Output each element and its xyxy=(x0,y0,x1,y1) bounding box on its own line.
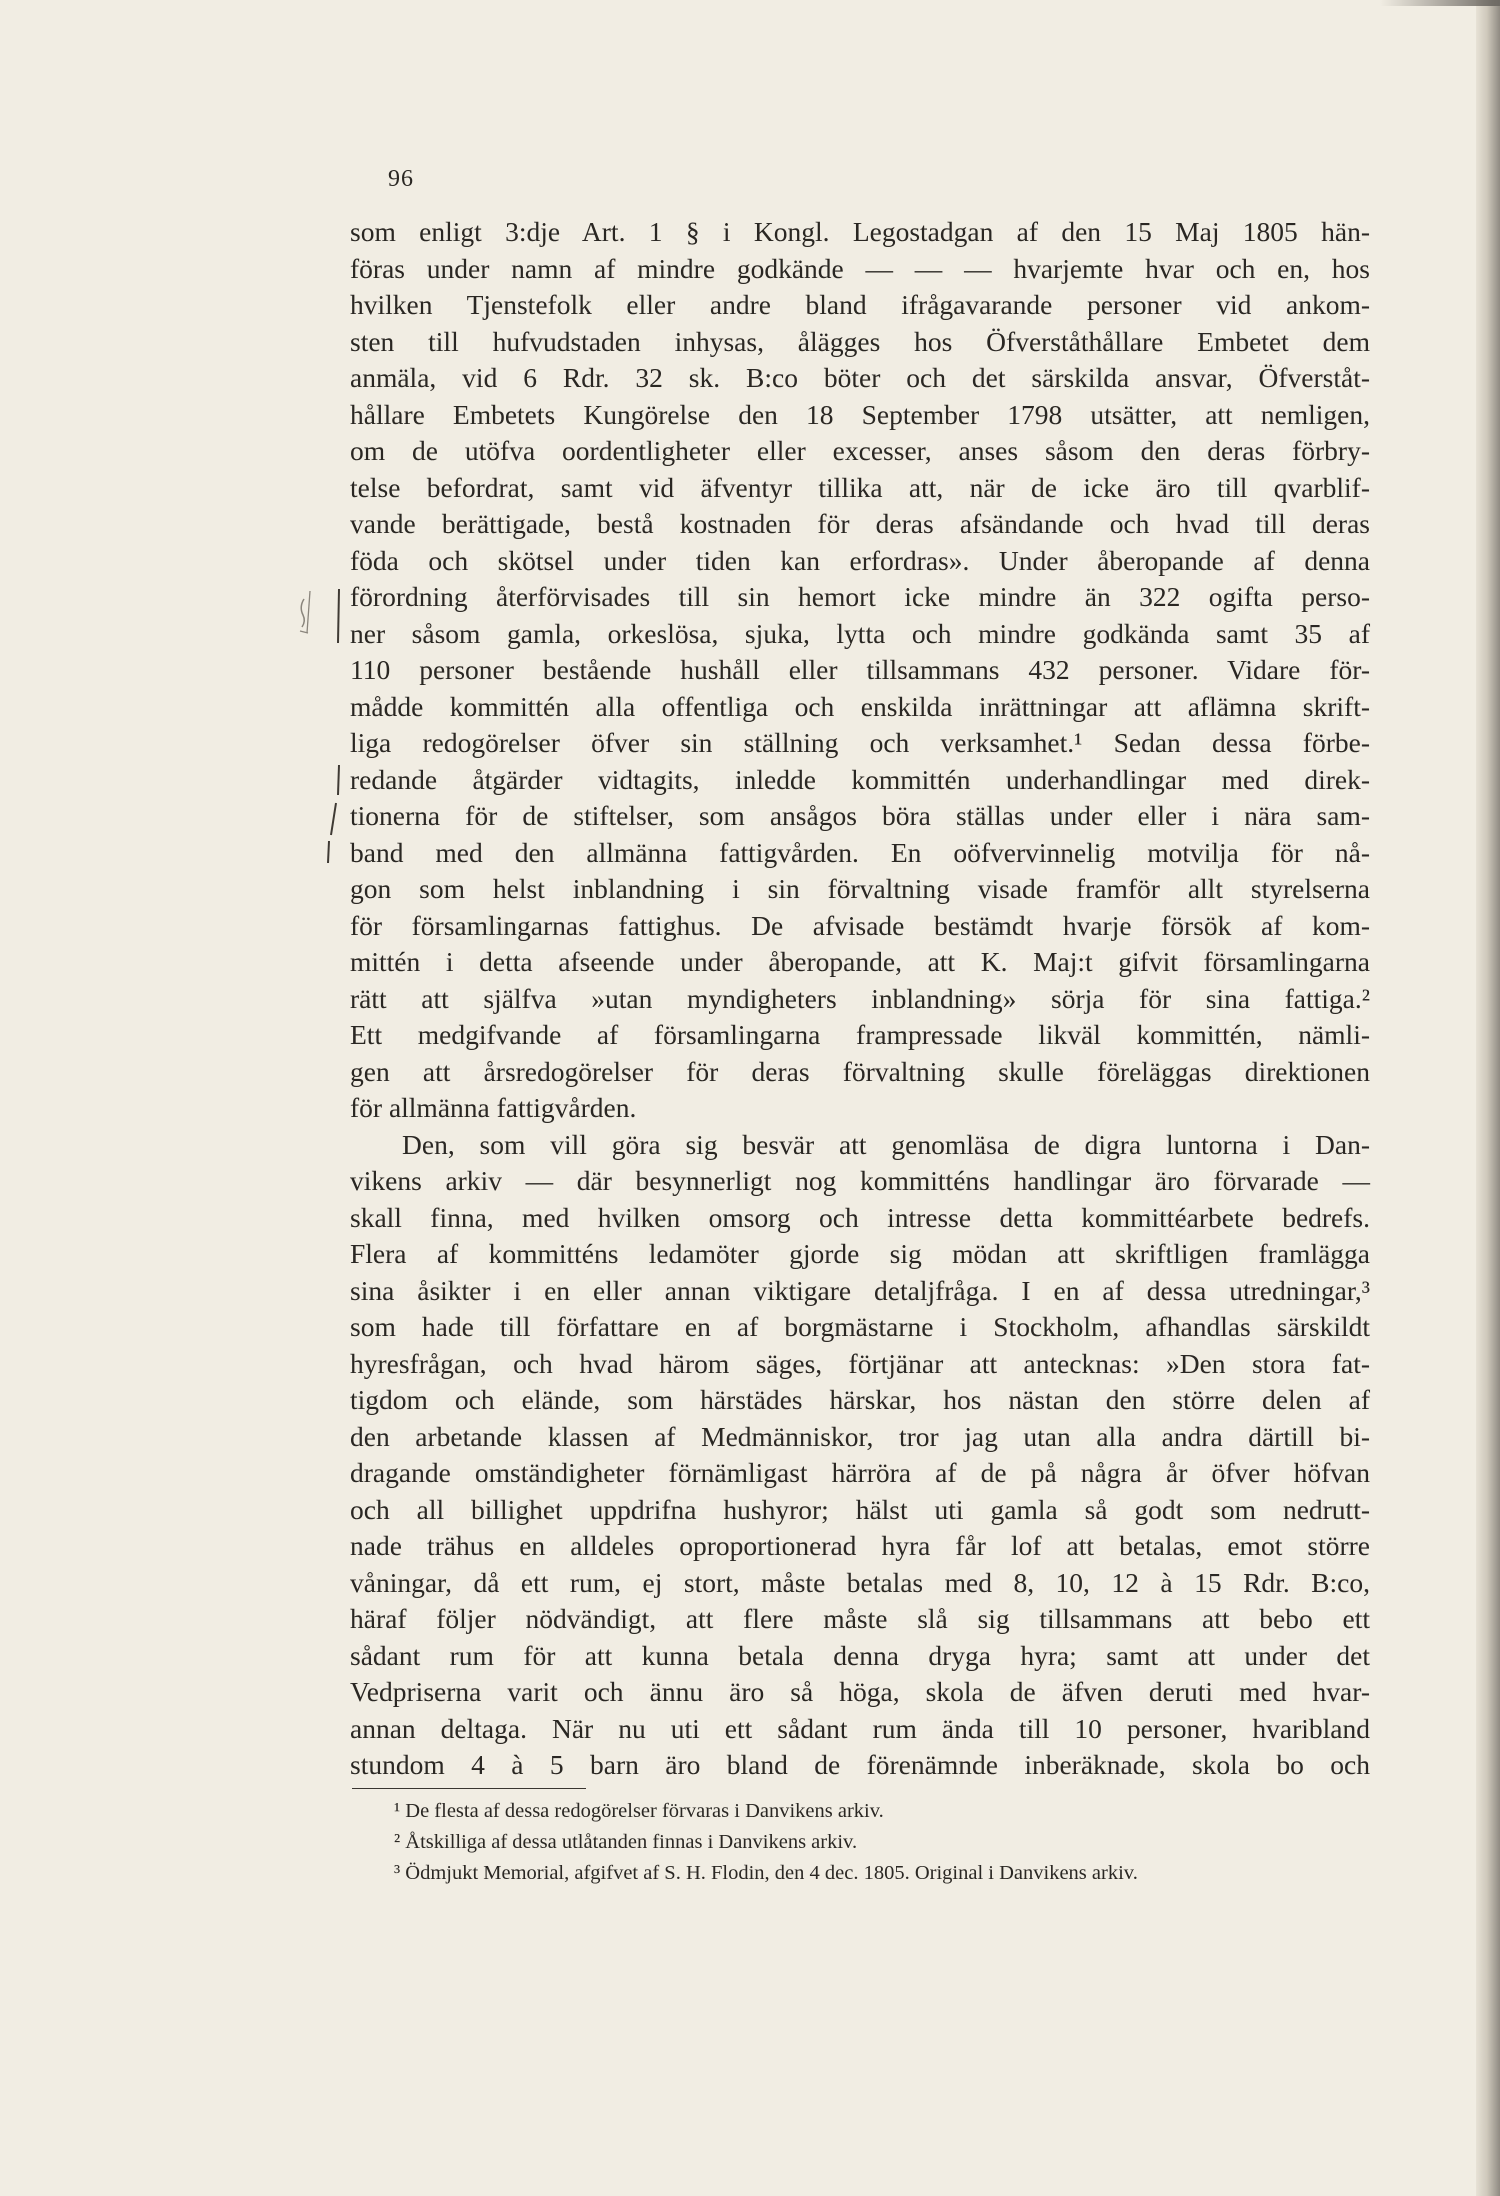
text-line: föras under namn af mindre godkände — — — hvarjemte hvar och en, hos xyxy=(350,252,1370,284)
text-line: 110 personer bestående hushåll eller tillsammans 432 personer. Vidare för- xyxy=(350,654,1370,685)
page-number: 96 xyxy=(388,166,414,192)
text-line: Vedpriserna varit och ännu äro så höga, skola de äfven deruti med hvar- xyxy=(350,1676,1370,1707)
text-line: vikens arkiv — där besynnerligt nog kommitténs handlingar äro förvarade — xyxy=(350,1165,1370,1196)
page-edge-shadow xyxy=(1476,0,1500,2196)
text-line: stundom 4 à 5 barn äro bland de förenämnde inberäknade, skola bo och xyxy=(350,1749,1370,1780)
footnote-3: ³ Ödmjukt Memorial, afgifvet af S. H. Flodin, den 4 dec. 1805. Original i Danvikens arkiv. xyxy=(394,1862,1138,1884)
text-line: band med den allmänna fattigvården. En oöfvervinnelig motvilja för nå- xyxy=(350,836,1370,868)
text-line: tigdom och elände, som härstädes härskar, hos nästan den större delen af xyxy=(350,1384,1370,1415)
text-line: sina åsikter i en eller annan viktigare detaljfråga. I en af dessa utredningar,³ xyxy=(350,1274,1370,1306)
text-line: telse befordrat, samt vid äfventyr tillika att, när de icke äro till qvarblif- xyxy=(350,471,1370,503)
text-line: hyresfrågan, och hvad härom säges, förtjänar att antecknas: »Den stora fat- xyxy=(350,1347,1370,1379)
text-line: hållare Embetets Kungörelse den 18 September 1798 utsätter, att nemligen, xyxy=(350,398,1370,430)
text-line: häraf följer nödvändigt, att flere måste slå sig tillsammans att bebo ett xyxy=(350,1603,1370,1634)
text-line: liga redogörelser öfver sin ställning och verksamhet.¹ Sedan dessa förbe- xyxy=(350,727,1370,758)
text-line: den arbetande klassen af Medmänniskor, tror jag utan alla andra därtill bi- xyxy=(350,1420,1370,1452)
text-line: Ett medgifvande af församlingarna frampressade likväl kommittén, nämli- xyxy=(350,1019,1370,1050)
text-line: dragande omständigheter förnämligast härröra af de på några år öfver höfvan xyxy=(350,1457,1370,1488)
text-line: redande åtgärder vidtagits, inledde kommittén underhandlingar med direk- xyxy=(350,763,1370,795)
text-line: tionerna för de stiftelser, som ansågos böra ställas under eller i nära sam- xyxy=(350,800,1370,831)
text-line: föda och skötsel under tiden kan erfordras». Under åberopande af denna xyxy=(350,544,1370,576)
text-line: Flera af kommitténs ledamöter gjorde sig mödan att skriftligen framlägga xyxy=(350,1238,1370,1269)
footnote-2: ² Åtskilliga af dessa utlåtanden finnas i Danvikens arkiv. xyxy=(394,1831,858,1853)
text-line: sten till hufvudstaden inhysas, ålägges hos Öfverståthållare Embetet dem xyxy=(350,325,1370,357)
text-line: mådde kommittén alla offentliga och enskilda inrättningar att aflämna skrift- xyxy=(350,690,1370,722)
page-corner-shadow xyxy=(1380,0,1500,6)
text-line: för allmänna fattigvården. xyxy=(350,1092,637,1123)
text-line: om de utöfva oordentligheter eller excesser, anses såsom den deras förbry- xyxy=(350,435,1370,466)
text-line: Den, som vill göra sig besvär att genomläsa de digra luntorna i Dan- xyxy=(402,1128,1370,1160)
footnote-divider xyxy=(352,1788,586,1789)
text-line: annan deltaga. När nu uti ett sådant rum ända till 10 personer, hvaribland xyxy=(350,1712,1370,1744)
text-line: som hade till författare en af borgmästarne i Stockholm, afhandlas särskildt xyxy=(350,1311,1370,1342)
handwritten-margin-marks xyxy=(296,585,356,865)
text-line: anmäla, vid 6 Rdr. 32 sk. B:co böter och det särskilda ansvar, Öfverståt- xyxy=(350,362,1370,393)
text-line: sådant rum för att kunna betala denna dryga hyra; samt att under det xyxy=(350,1639,1370,1671)
text-line: hvilken Tjenstefolk eller andre bland ifrågavarande personer vid ankom- xyxy=(350,289,1370,320)
text-line: våningar, då ett rum, ej stort, måste betalas med 8, 10, 12 à 15 Rdr. B:co, xyxy=(350,1566,1370,1598)
text-line: för församlingarnas fattighus. De afvisade bestämdt hvarje försök af kom- xyxy=(350,909,1370,941)
text-line: nade trähus en alldeles oproportionerad hyra får lof att betalas, emot större xyxy=(350,1530,1370,1561)
text-line: som enligt 3:dje Art. 1 § i Kongl. Legostadgan af den 15 Maj 1805 hän- xyxy=(350,216,1370,247)
text-line: förordning återförvisades till sin hemort icke mindre än 322 ogifta perso- xyxy=(350,581,1370,612)
text-line: vande berättigade, bestå kostnaden för deras afsändande och hvad till deras xyxy=(350,508,1370,539)
footnotes xyxy=(394,1796,1394,1889)
text-line: ner såsom gamla, orkeslösa, sjuka, lytta och mindre godkända samt 35 af xyxy=(350,617,1370,649)
text-line: rätt att själfva »utan myndigheters inblandning» sörja för sina fattiga.² xyxy=(350,982,1370,1014)
text-line: och all billighet uppdrifna hushyror; hälst uti gamla så godt som nedrutt- xyxy=(350,1493,1370,1525)
text-line: skall finna, med hvilken omsorg och intresse detta kommittéarbete bedrefs. xyxy=(350,1201,1370,1233)
body-text xyxy=(350,214,1370,1784)
text-line: gon som helst inblandning i sin förvaltning visade framför allt styrelserna xyxy=(350,873,1370,904)
text-line: mittén i detta afseende under åberopande, att K. Maj:t gifvit församlingarna xyxy=(350,946,1370,977)
footnote-1: ¹ De flesta af dessa redogörelser förvaras i Danvikens arkiv. xyxy=(394,1800,884,1822)
text-line: gen att årsredogörelser för deras förvaltning skulle föreläggas direktionen xyxy=(350,1055,1370,1087)
